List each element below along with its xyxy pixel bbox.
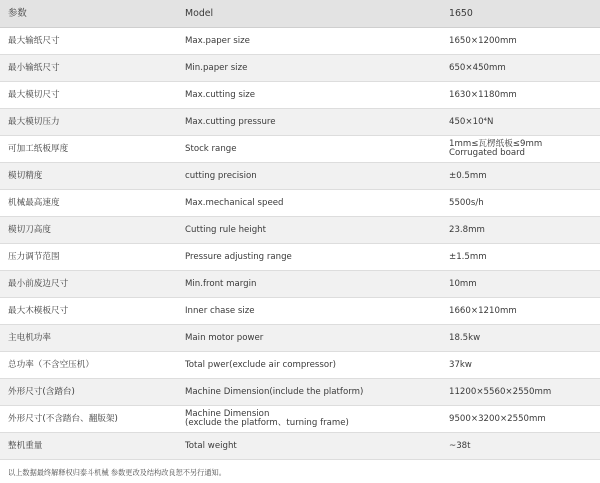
param-en [175,271,439,298]
param-en-line: Machine Dimension(include the platform) [185,386,364,397]
param-value-line: 1660×1210mm [449,305,517,316]
param-en [175,325,439,352]
param-value-line: 9500×3200×2550mm [449,413,546,424]
param-en-line: Inner chase size [185,305,255,316]
param-value [439,298,600,325]
param-en-line: cutting precision [185,170,257,181]
param-en-line: Min.paper size [185,62,248,73]
param-en-line: Total pwer(exclude air compressor) [185,359,337,370]
table-row [0,136,600,163]
param-value-line: 23.8mm [449,224,485,235]
table-header-row [0,0,600,28]
param-en [175,82,439,109]
table-row [0,109,600,136]
param-en [175,190,439,217]
param-cn: 总功率（不含空压机） [0,352,175,379]
param-en [175,28,439,55]
param-value-line: 1630×1180mm [449,89,517,100]
table-body [0,28,600,460]
param-en-line: Max.mechanical speed [185,197,284,208]
param-en-line: Pressure adjusting range [185,251,292,262]
param-value-line: ~38t [449,440,471,451]
param-en [175,433,439,460]
param-value [439,163,600,190]
table-row [0,55,600,82]
table-row [0,433,600,460]
param-value-line: 18.5kw [449,332,481,343]
param-en-line: Min.front margin [185,278,257,289]
param-cn: 压力调节范围 [0,244,175,271]
header-value: 1650 [439,0,600,28]
param-value [439,190,600,217]
param-en [175,55,439,82]
param-cn: 主电机功率 [0,325,175,352]
param-en [175,379,439,406]
table-row [0,271,600,298]
param-value [439,271,600,298]
table-row [0,298,600,325]
param-en-line: Max.paper size [185,35,250,46]
param-value [439,379,600,406]
param-value [439,82,600,109]
param-value [439,352,600,379]
param-cn: 模切精度 [0,163,175,190]
header-param: 参数 [0,0,175,28]
param-value [439,28,600,55]
table-row [0,352,600,379]
table-row [0,28,600,55]
param-en [175,406,439,433]
param-en [175,244,439,271]
param-en-line: (exclude the platform、turning frame) [185,418,349,428]
param-value-line: 1650×1200mm [449,35,517,46]
param-cn: 整机重量 [0,433,175,460]
table-row [0,244,600,271]
param-value [439,244,600,271]
param-value-line: 10mm [449,278,477,289]
param-cn: 可加工纸板厚度 [0,136,175,163]
param-en-line: Max.cutting pressure [185,116,276,127]
table-row [0,406,600,433]
param-value-line: 1mm≤瓦楞纸板≤9mm [449,139,543,149]
param-cn: 最大输纸尺寸 [0,28,175,55]
param-en [175,109,439,136]
param-value-line: 5500s/h [449,197,484,208]
param-en [175,352,439,379]
param-cn: 最小输纸尺寸 [0,55,175,82]
footnote: 以上数据最终解释权归泰斗机械 参数更改及结构改良恕不另行通知。 [8,468,226,477]
param-en-line: Main motor power [185,332,264,343]
param-value [439,325,600,352]
param-en-line: Total weight [185,440,237,451]
param-value [439,55,600,82]
param-value [439,406,600,433]
param-en-line: Max.cutting size [185,89,256,100]
table-row [0,379,600,406]
table-row [0,325,600,352]
param-value-line: Corrugated board [449,148,526,158]
param-value [439,433,600,460]
param-en [175,136,439,163]
param-en [175,217,439,244]
param-cn: 机械最高速度 [0,190,175,217]
param-cn: 外形尺寸(不含踏台、翻版架) [0,406,175,433]
param-value-line: 650×450mm [449,62,506,73]
param-cn: 外形尺寸(含踏台) [0,379,175,406]
param-cn: 最大模切尺寸 [0,82,175,109]
param-en-line: Machine Dimension [185,409,270,419]
param-value-line: ±0.5mm [449,170,487,181]
param-en-line: Cutting rule height [185,224,266,235]
param-value-line: 450×10⁴N [449,116,494,127]
param-en [175,163,439,190]
param-value [439,136,600,163]
param-value-line: 37kw [449,359,472,370]
param-en [175,298,439,325]
param-cn: 最小前废边尺寸 [0,271,175,298]
header-model: Model [175,0,439,28]
table-row [0,82,600,109]
param-cn: 最大模切压力 [0,109,175,136]
param-value-line: ±1.5mm [449,251,487,262]
param-en-line: Stock range [185,143,237,154]
param-value [439,217,600,244]
param-value-line: 11200×5560×2550mm [449,386,552,397]
param-value [439,109,600,136]
table-row [0,190,600,217]
table-row [0,163,600,190]
table-row [0,217,600,244]
param-cn: 最大木模板尺寸 [0,298,175,325]
param-cn: 模切刀高度 [0,217,175,244]
